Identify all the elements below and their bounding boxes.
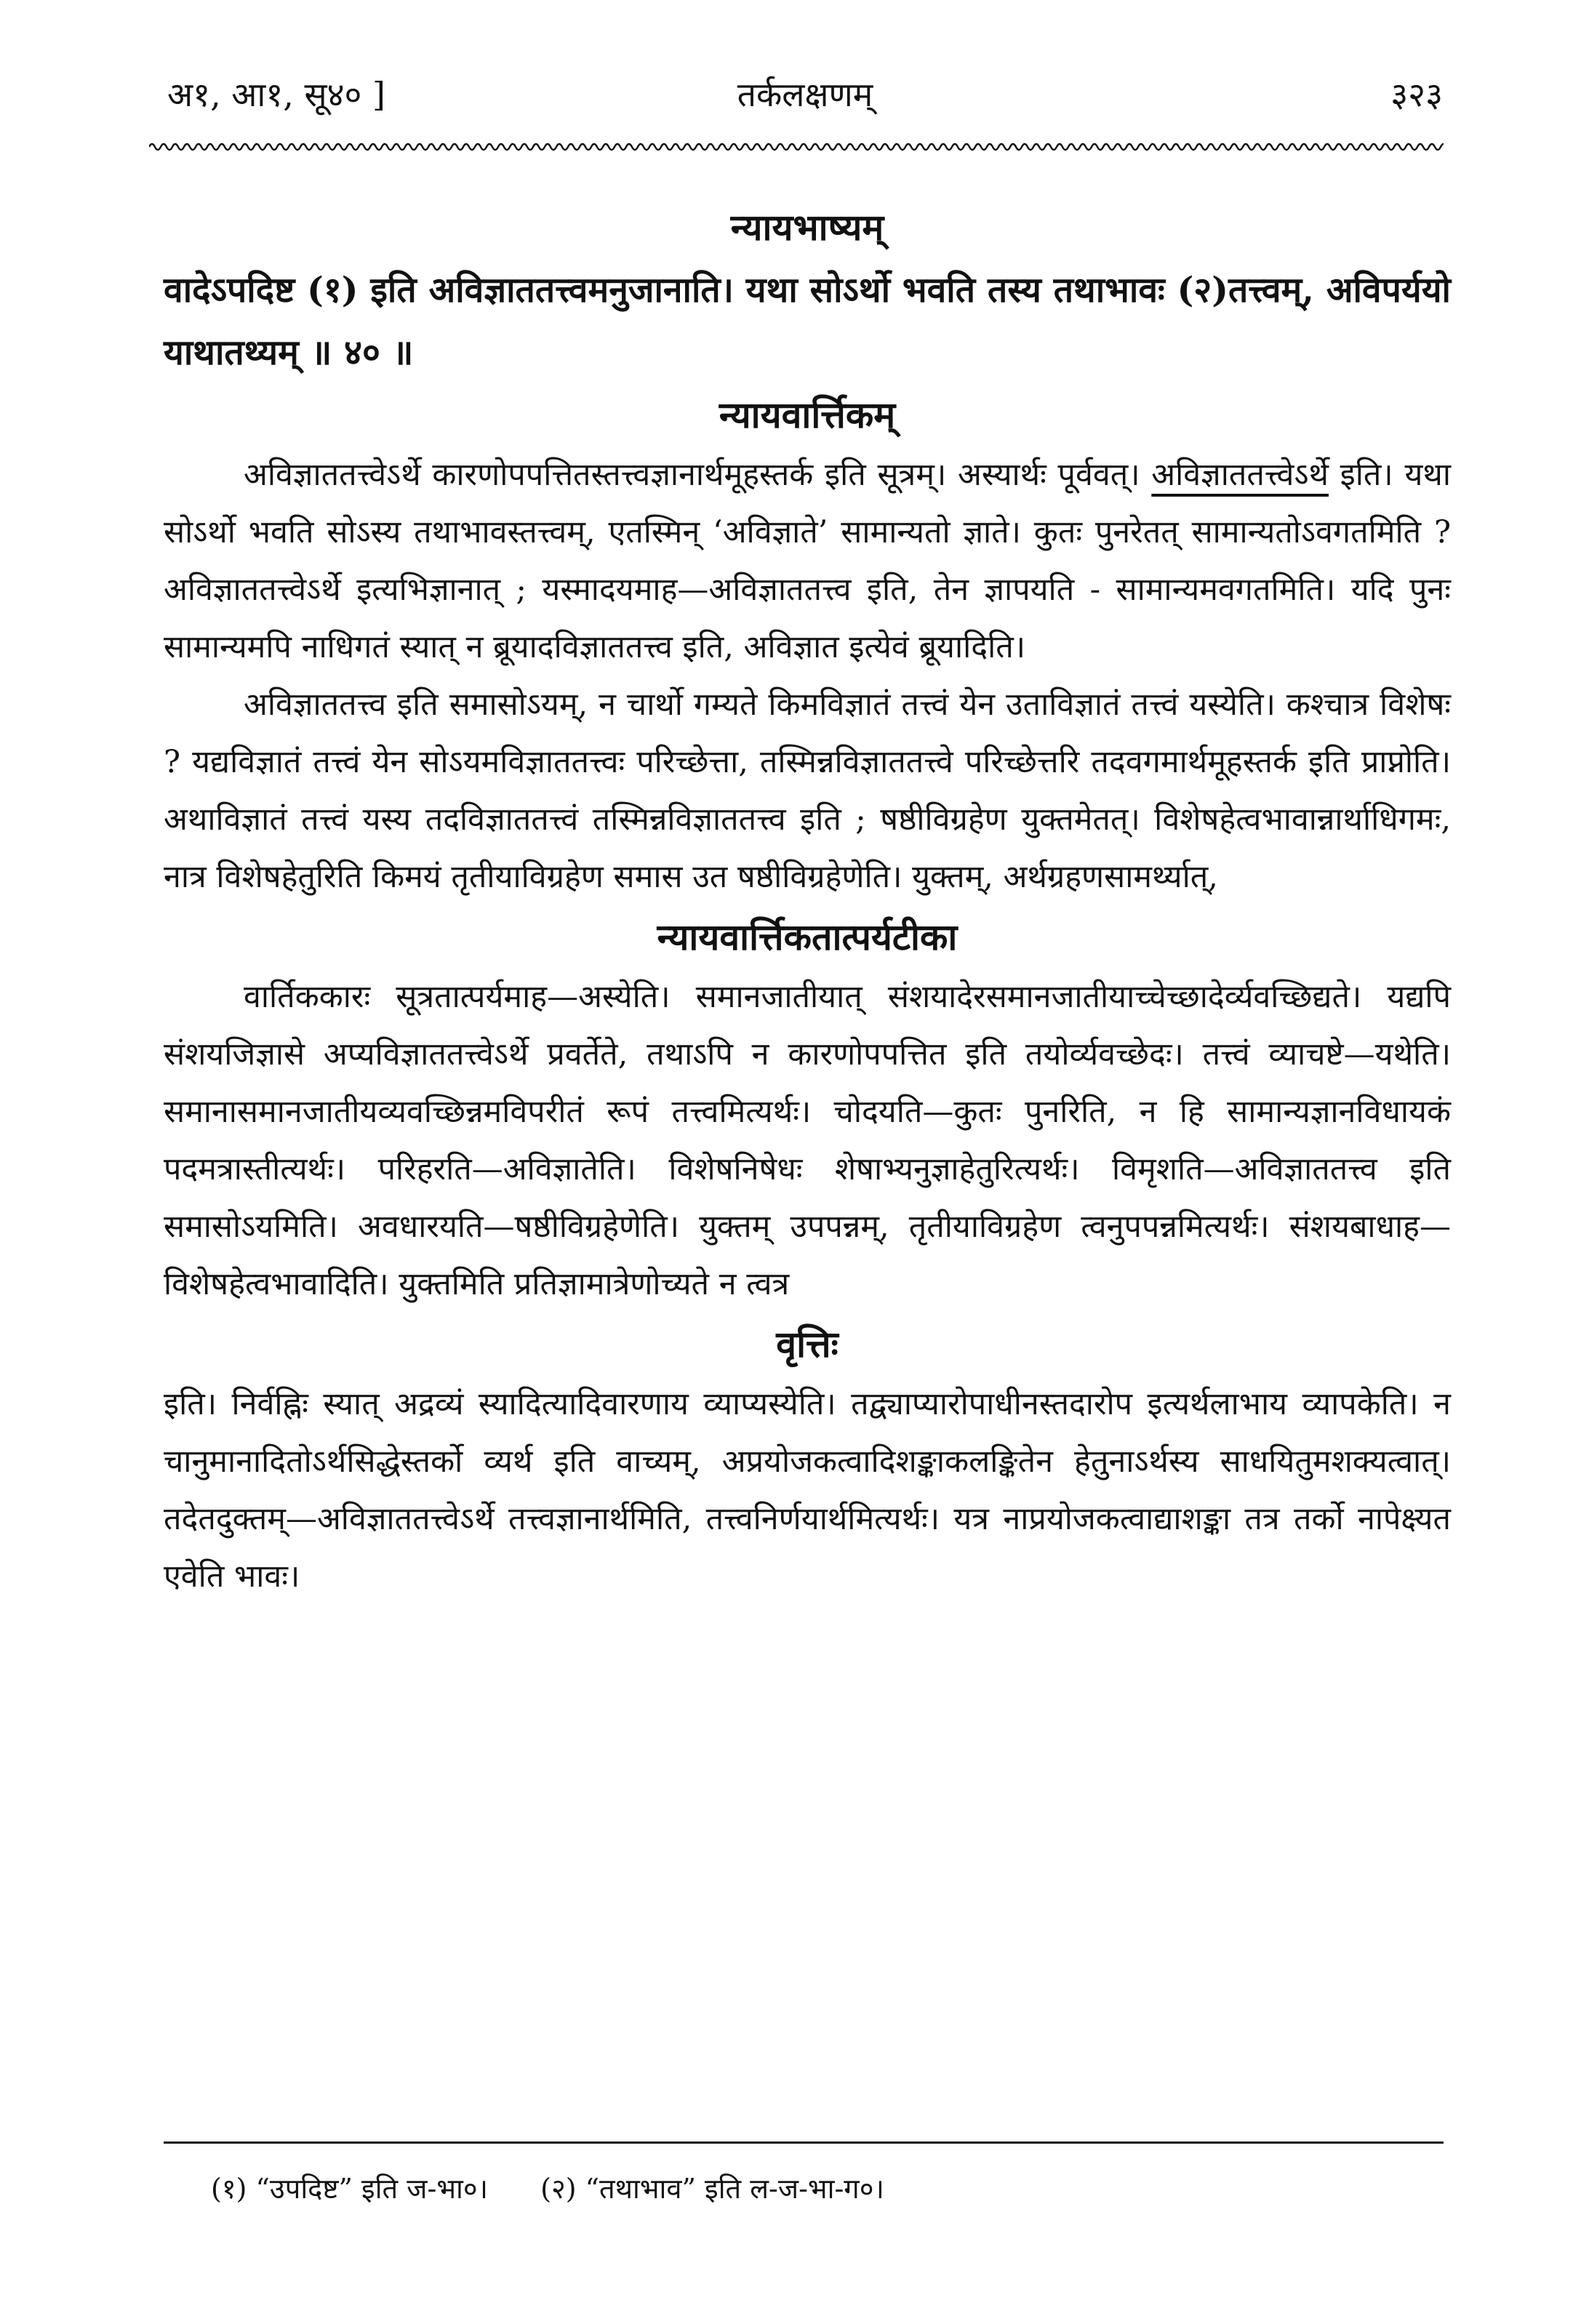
vritti-text: इति। निर्वह्निः स्यात् अद्रव्यं स्यादित्यादिवारणाय व्याप्यस्येति। तद्व्याप्यारोपाधीनस्तदारोप इत्यर्थलाभाय व्यापकेति। न चानुमानादितोऽर्थसिद्धेस्तर्को व्यर्थ इति वाच्यम्, अप्रयोजकत्वादिशङ्काकलङ्कितेन हेतुनाऽर्थस्य साधयितुमशक्यत्वात्। तदेतदुक्तम्—अविज्ञाततत्त्वेऽर्थे तत्त्वज्ञानार्थमिति, तत्त्वनिर्णयार्थमित्यर्थः। यत्र नाप्रयोजकत्वाद्याशङ्का तत्र तर्को नापेक्ष्यत एवेति भावः। xyxy=(164,1386,1451,1595)
wavy-header-rule xyxy=(149,138,1444,156)
running-header xyxy=(167,69,1443,120)
running-title: तर्कलक्षणम् xyxy=(737,75,873,114)
vritti-heading: वृत्तिः xyxy=(776,1323,838,1366)
tatparya-heading: न्यायवार्त्तिकतात्पर्यटीका xyxy=(657,915,958,958)
footnote-2: (२) “तथाभाव” इति ल-ज-भा-ग०। xyxy=(540,2173,884,2205)
footnote-1: (१) “उपदिष्ट” इति ज-भा०। xyxy=(211,2173,489,2205)
vartika-p1-underlined-term: अविज्ञाततत्त्वेऽर्थे xyxy=(1151,457,1329,493)
vartika-p1-start: अविज्ञाततत्त्वेऽर्थे कारणोपपत्तितस्तत्त्वज्ञानार्थमूहस्तर्क इति सूत्रम्। अस्यार्थः पूर्ववत्। xyxy=(244,457,1152,493)
vartika-heading: न्यायवार्त्तिकम् xyxy=(719,393,896,436)
chapter-reference: अ१, आ१, सू४० ] xyxy=(167,75,385,114)
bhashya-heading: न्यायभाष्यम् xyxy=(730,206,884,249)
bhashya-text: वादेऽपदिष्ट (१) इति अविज्ञाततत्त्वमनुजानाति। यथा सोऽर्थो भवति तस्य तथाभावः (२)तत्त्वम्, अविपर्ययो याथातथ्यम् ॥ ४० ॥ xyxy=(164,270,1451,373)
vartika-paragraph-1 xyxy=(164,446,1451,676)
footnote-divider xyxy=(164,2141,1444,2144)
page-body xyxy=(164,196,1451,1606)
footnotes xyxy=(211,2163,1374,2214)
vartika-p1-end: इति। यथा सोऽर्थो भवति सोऽस्य तथाभावस्तत्त्वम्, एतस्मिन् ‘अविज्ञाते’ सामान्यतो ज्ञाते। कुतः पुनरेतत् सामान्यतोऽवगतमिति ? अविज्ञाततत्त्वेऽर्थे इत्यभिज्ञानात् ; यस्मादयमाह—अविज्ञाततत्त्व इति, तेन ज्ञापयति - सामान्यमवगतमिति। यदि पुनः सामान्यमपि नाधिगतं स्यात् न ब्रूयादविज्ञाततत्त्व इति, अविज्ञात इत्येवं ब्रूयादिति। xyxy=(164,457,1451,665)
page-number: ३२३ xyxy=(1390,75,1443,114)
tatparya-text: वार्तिककारः सूत्रतात्पर्यमाह—अस्येति। समानजातीयात् संशयादेरसमानजातीयाच्चेच्छादेर्व्यवच्छिद्यते। यद्यपि संशयजिज्ञासे अप्यविज्ञाततत्त्वेऽर्थे प्रवर्तेते, तथाऽपि न कारणोपपत्तित इति तयोर्व्यवच्छेदः। तत्त्वं व्याचष्टे—यथेति। समानासमानजातीयव्यवच्छिन्नमविपरीतं रूपं तत्त्वमित्यर्थः। चोदयति—कुतः पुनरिति, न हि सामान्यज्ञानविधायकं पदमत्रास्तीत्यर्थः। परिहरति—अविज्ञातेति। विशेषनिषेधः शेषाभ्यनुज्ञाहेतुरित्यर्थः। विमृशति—अविज्ञाततत्त्व इति समासोऽयमिति। अवधारयति—षष्ठीविग्रहेणेति। युक्तम् उपपन्नम्, तृतीयाविग्रहेण त्वनुपपन्नमित्यर्थः। संशयबाधाह—विशेषहेत्वभावादिति। युक्तमिति प्रतिज्ञामात्रेणोच्यते न त्वत्र xyxy=(164,979,1451,1302)
vartika-paragraph-2: अविज्ञाततत्त्व इति समासोऽयम्, न चार्थो गम्यते किमविज्ञातं तत्त्वं येन उताविज्ञातं तत्त्वं यस्येति। कश्चात्र विशेषः ? यद्यविज्ञातं तत्त्वं येन सोऽयमविज्ञाततत्त्वः परिच्छेत्ता, तस्मिन्नविज्ञाततत्त्वे परिच्छेत्तरि तदवगमार्थमूहस्तर्क इति प्राप्नोति। अथाविज्ञातं तत्त्वं यस्य तदविज्ञाततत्त्वं तस्मिन्नविज्ञाततत्त्व इति ; षष्ठीविग्रहेण युक्तमेतत्। विशेषहेत्वभावान्नार्थाधिगमः, नात्र विशेषहेतुरिति किमयं तृतीयाविग्रहेण समास उत षष्ठीविग्रहेणेति। युक्तम्, अर्थग्रहणसामर्थ्यात्, xyxy=(164,686,1451,895)
